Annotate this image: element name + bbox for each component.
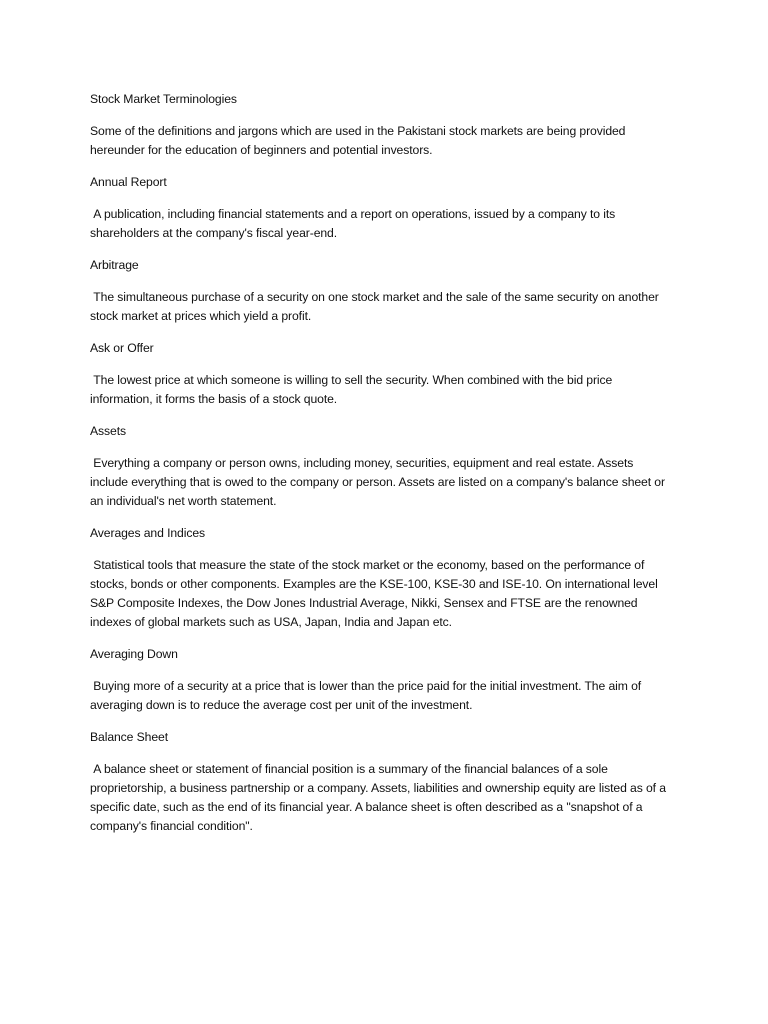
- term-entry: [90, 728, 668, 836]
- term-heading: Averages and Indices: [90, 526, 205, 540]
- term-definition: The simultaneous purchase of a security on one stock market and the sale of the same security on another stock market at prices which yield a profit.: [90, 290, 663, 323]
- term-entry: [90, 422, 668, 511]
- term-heading: Annual Report: [90, 175, 167, 189]
- term-entry: [90, 645, 668, 715]
- term-heading: Assets: [90, 424, 126, 438]
- intro-paragraph: Some of the definitions and jargons which are used in the Pakistani stock markets are being provided hereunder for the education of beginners and potential investors.: [90, 124, 626, 157]
- term-list: [90, 173, 668, 836]
- page-title: Stock Market Terminologies: [90, 92, 237, 106]
- term-entry: [90, 339, 668, 409]
- term-entry: [90, 256, 668, 326]
- term-heading: Balance Sheet: [90, 730, 168, 744]
- term-definition: Buying more of a security at a price that is lower than the price paid for the initial investment. The aim of averaging down is to reduce the average cost per unit of the investment.: [90, 679, 645, 712]
- term-entry: [90, 524, 668, 632]
- term-definition: Everything a company or person owns, including money, securities, equipment and real estate. Assets include everything that is owed to the company or person. Assets are listed on a company's balance sheet or an individual's net worth statement.: [90, 456, 669, 508]
- term-definition: The lowest price at which someone is willing to sell the security. When combined with the bid price information, it forms the basis of a stock quote.: [90, 373, 616, 406]
- term-heading: Arbitrage: [90, 258, 139, 272]
- term-entry: [90, 173, 668, 243]
- term-definition: A balance sheet or statement of financial position is a summary of the financial balances of a sole proprietorship, a business partnership or a company. Assets, liabilities and ownership equity are listed as of a specific date, such as the end of its financial year. A balance sheet is often described as a "snapshot of a company's financial condition".: [90, 762, 670, 833]
- term-heading: Averaging Down: [90, 647, 178, 661]
- term-definition: A publication, including financial statements and a report on operations, issued by a company to its shareholders at the company's fiscal year-end.: [90, 207, 619, 240]
- term-heading: Ask or Offer: [90, 341, 154, 355]
- term-definition: Statistical tools that measure the state of the stock market or the economy, based on the performance of stocks, bonds or other components. Examples are the KSE-100, KSE-30 and ISE-10. On international level S&P Composite Indexes, the Dow Jones Industrial Average, Nikki, Sensex and FTSE are the renowned indexes of global markets such as USA, Japan, India and Japan etc.: [90, 558, 661, 629]
